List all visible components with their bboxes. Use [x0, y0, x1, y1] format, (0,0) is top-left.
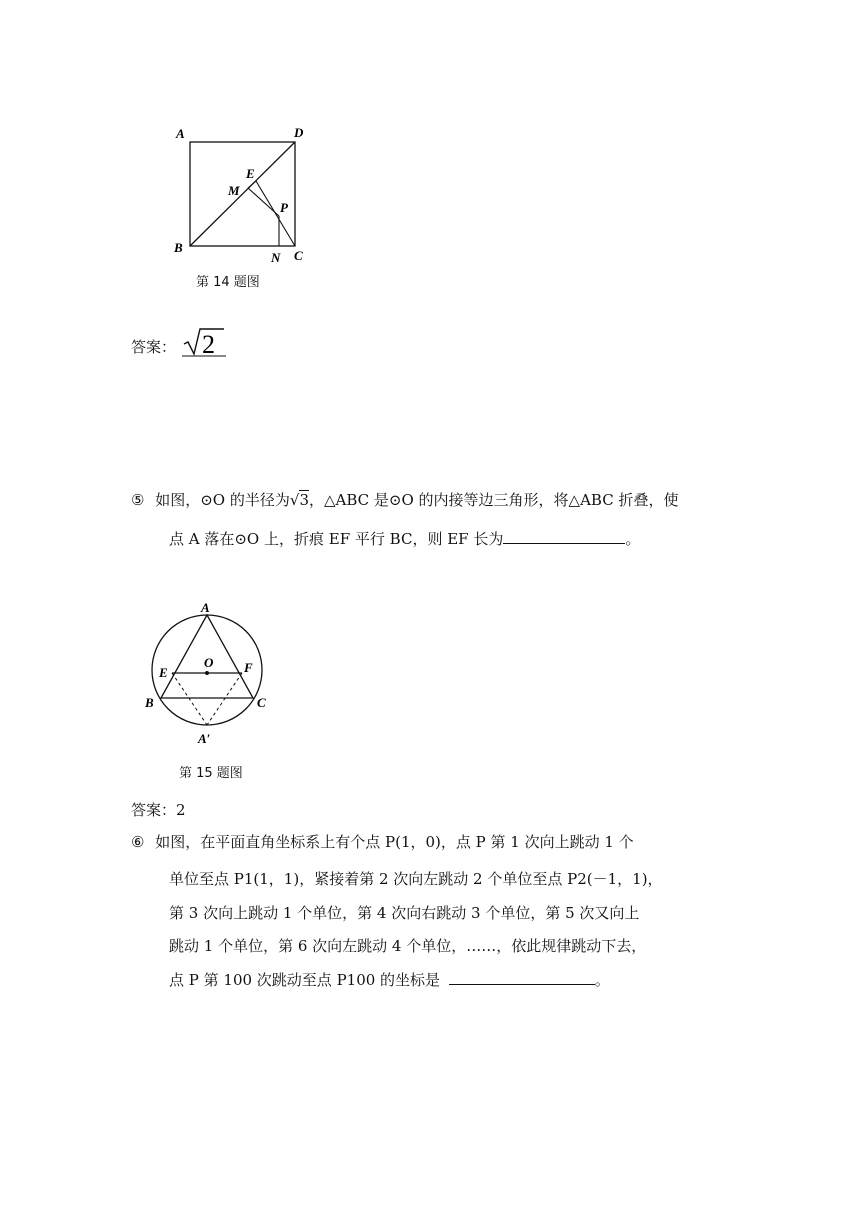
answer-14-value: [182, 326, 228, 358]
answer-14: [131, 337, 176, 357]
center-o: [205, 671, 209, 675]
label-e: E: [159, 665, 168, 680]
answer-blank-15[interactable]: [503, 528, 625, 544]
question-16-line2: 单位至点 P1(1，1)，紧接着第 2 次向左跳动 2 个单位至点 P2(－1，1)，: [169, 870, 663, 888]
figure-14: [0, 0, 860, 300]
question-15-end: 。: [625, 530, 641, 548]
label-b: B: [145, 695, 154, 710]
segment-me: [248, 181, 256, 188]
sqrt-3: √3: [289, 491, 309, 509]
dashed-ea2: [172, 673, 207, 725]
label-c: C: [257, 695, 266, 710]
answer-15: 答案：2: [131, 801, 186, 819]
segment-mp: [248, 188, 279, 216]
figure-14-caption: 第 14 题图: [196, 275, 260, 290]
question-16-text-5: 点 P 第 100 次跳动至点 P100 的坐标是: [169, 971, 441, 989]
figure-15-caption: 第 15 题图: [179, 766, 243, 781]
question-15-line2: [169, 528, 640, 549]
figure-15: [0, 590, 860, 760]
label-a-prime: A′: [198, 731, 211, 746]
label-a: A: [201, 600, 210, 615]
label-p: P: [280, 200, 288, 215]
dashed-fa2: [207, 673, 242, 725]
label-f: F: [244, 660, 253, 675]
answer-14-radicand: 2: [202, 330, 215, 359]
label-b: B: [174, 240, 183, 255]
question-16-text-1: 如图，在平面直角坐标系上有个点 P(1，0)，点 P 第 1 次向上跳动 1 个: [155, 833, 634, 851]
question-16-line4: 跳动 1 个单位，第 6 次向左跳动 4 个单位，……，依此规律跳动下去，: [169, 937, 647, 955]
label-n: N: [271, 250, 281, 265]
question-16-line5: [169, 969, 610, 990]
question-15-text-b: ，△ABC 是⊙O 的内接等边三角形，将△ABC 折叠，使: [308, 491, 679, 509]
label-o: O: [204, 655, 214, 670]
label-c: C: [294, 248, 303, 263]
question-16-end: 。: [594, 971, 610, 989]
question-15-text-a: 如图，⊙O 的半径为: [155, 491, 290, 509]
question-16-number: ⑥: [131, 833, 145, 851]
question-15-text-c: 点 A 落在⊙O 上，折痕 EF 平行 BC，则 EF 长为: [169, 530, 504, 548]
label-a: A: [176, 126, 185, 141]
question-16-line1: [131, 832, 634, 852]
question-15-line1: [131, 490, 678, 510]
question-15-number: ⑤: [131, 491, 145, 509]
question-16-line3: 第 3 次向上跳动 1 个单位，第 4 次向右跳动 3 个单位，第 5 次又向上: [169, 904, 640, 922]
label-m: M: [228, 183, 240, 198]
answer-14-prefix: 答案：: [131, 338, 177, 356]
answer-blank-16[interactable]: [449, 969, 595, 985]
label-e: E: [246, 166, 255, 181]
label-d: D: [294, 125, 304, 140]
